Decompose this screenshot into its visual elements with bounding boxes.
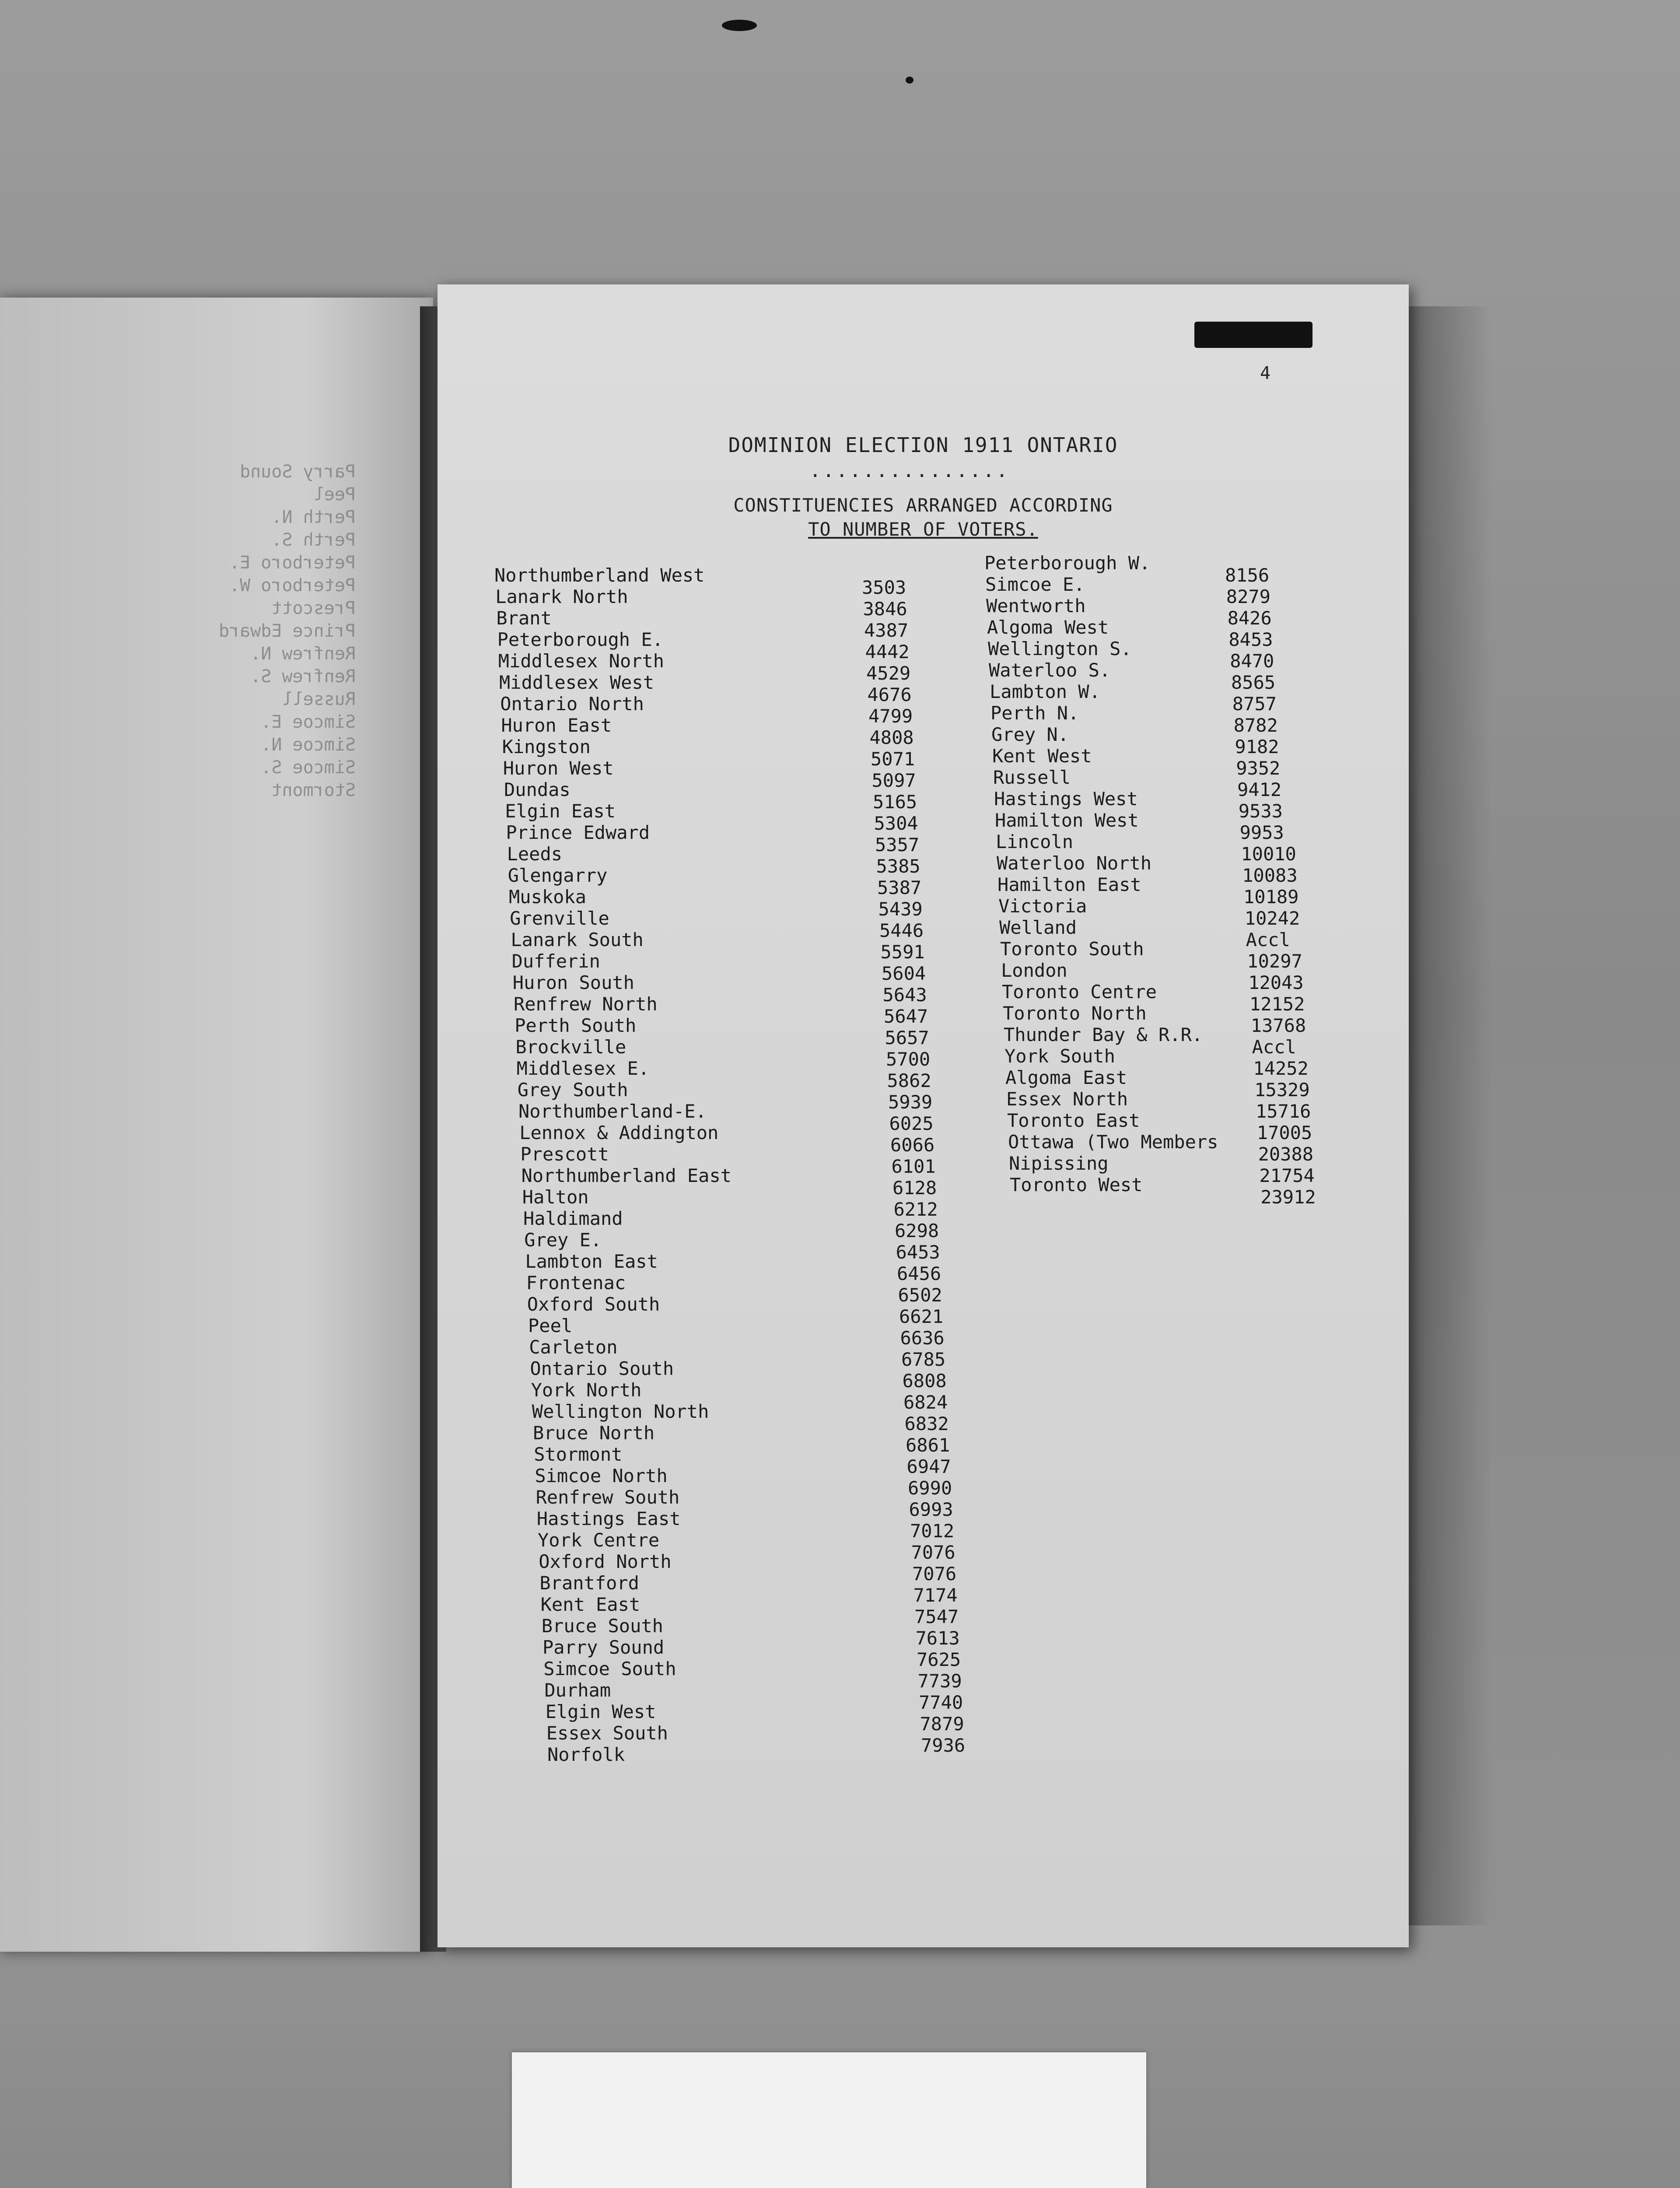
voter-count: 5647	[884, 1006, 928, 1027]
constituency-name: Brockville	[515, 1036, 626, 1058]
dust-speck	[906, 77, 914, 84]
voter-count: 9412	[1237, 779, 1282, 800]
voter-count: 10010	[1241, 843, 1296, 865]
redacted-stamp	[1194, 322, 1312, 348]
voter-count: 4808	[869, 727, 914, 748]
voter-count: 5657	[885, 1027, 929, 1048]
voter-count: 7936	[921, 1735, 966, 1756]
voter-count: 6808	[902, 1370, 947, 1392]
voter-count: 5071	[871, 748, 915, 770]
voter-count: 6824	[903, 1392, 948, 1413]
voter-count: 7076	[912, 1563, 957, 1585]
constituency-name: Kent West	[992, 745, 1092, 767]
constituency-name: Northumberland-E.	[518, 1101, 707, 1122]
voter-count: 6456	[897, 1263, 942, 1284]
archive-label-card	[512, 2052, 1146, 2188]
voter-count: 4799	[868, 705, 913, 727]
constituency-name: Essex North	[1006, 1088, 1128, 1110]
constituency-name: Bruce North	[533, 1422, 655, 1444]
voter-count: 5439	[878, 898, 923, 920]
constituency-name: Simcoe E.	[985, 574, 1085, 595]
constituency-name: Frontenac	[526, 1272, 626, 1294]
voter-count: 10083	[1242, 865, 1298, 886]
constituency-name: Dufferin	[511, 950, 600, 972]
constituency-name: Durham	[544, 1680, 611, 1701]
voter-count: 7739	[917, 1670, 962, 1692]
constituency-name: Leeds	[507, 843, 563, 865]
voter-count: 8757	[1232, 693, 1277, 715]
constituency-name: Haldimand	[523, 1208, 623, 1229]
subtitle-line-1: CONSTITUENCIES ARRANGED ACCORDING	[733, 494, 1113, 516]
title-dots: ...............	[809, 459, 1010, 482]
page-number: 4	[1260, 363, 1271, 383]
constituency-name: Renfrew North	[514, 993, 658, 1015]
constituency-name: Wellington S.	[988, 638, 1132, 659]
voter-count: Accl	[1252, 1036, 1296, 1058]
constituency-name: Toronto North	[1003, 1003, 1147, 1024]
voter-count: 12043	[1248, 972, 1304, 993]
constituency-name: Lambton East	[525, 1251, 658, 1272]
constituency-name: Simcoe North	[535, 1465, 668, 1487]
constituency-name: Kingston	[502, 736, 591, 757]
constituency-name: Lanark South	[511, 929, 644, 950]
bleed-through-text: Parry Sound Peel Perth N. Perth S. Peterboro E. Peterboro W. Prescott Prince Edward Renfrew N. Renfrew S. Russell Simcoe E. Simcoe N. Simcoe S. Stormont	[219, 462, 356, 800]
voter-count: 7740	[919, 1692, 963, 1713]
voter-count: 10189	[1243, 886, 1299, 908]
document-title: DOMINION ELECTION 1911 ONTARIO	[728, 433, 1118, 457]
constituency-name: Oxford North	[539, 1551, 672, 1572]
voter-count: 5165	[873, 791, 917, 813]
voter-count: 6101	[891, 1156, 936, 1177]
voter-count: 5387	[877, 877, 922, 898]
voter-count: 6636	[900, 1327, 945, 1349]
voter-count: Accl	[1246, 929, 1290, 950]
constituency-name: Toronto West	[1010, 1174, 1143, 1196]
constituency-name: Lambton W.	[990, 681, 1100, 702]
constituency-name: Thunder Bay & R.R.	[1004, 1024, 1203, 1045]
constituency-name: Huron South	[512, 972, 634, 993]
voter-count: 5304	[874, 813, 918, 834]
constituency-name: Russell	[993, 767, 1071, 788]
voter-count: 10297	[1247, 950, 1302, 972]
constituency-name: Hamilton East	[998, 874, 1141, 895]
constituency-name: York North	[531, 1379, 642, 1401]
voter-count: 13768	[1250, 1015, 1306, 1036]
voter-count: 8156	[1225, 565, 1270, 586]
voter-count: 8453	[1228, 629, 1273, 650]
constituency-name: Waterloo North	[997, 852, 1152, 874]
voter-count: 4676	[867, 684, 912, 705]
voter-count: 8782	[1233, 715, 1278, 736]
voter-count: 6453	[896, 1241, 940, 1263]
constituency-name: Oxford South	[527, 1294, 660, 1315]
constituency-name: Elgin East	[505, 800, 616, 822]
voter-count: 9352	[1236, 757, 1281, 779]
voter-count: 8470	[1230, 650, 1274, 672]
voter-count: 6128	[892, 1177, 937, 1199]
constituency-name: Grenville	[510, 908, 609, 929]
voter-count: 12152	[1250, 993, 1305, 1015]
voter-count: 20388	[1258, 1143, 1314, 1165]
constituency-name: Brantford	[539, 1572, 639, 1594]
constituency-name: Wentworth	[986, 595, 1086, 617]
voter-count: 6298	[895, 1220, 939, 1241]
voter-count: 5700	[886, 1048, 931, 1070]
voter-count: 8426	[1227, 607, 1272, 629]
dust-speck	[722, 20, 757, 31]
constituency-name: Northumberland East	[521, 1165, 732, 1186]
subtitle-line-2: TO NUMBER OF VOTERS.	[808, 519, 1038, 540]
voter-count: 6025	[889, 1113, 934, 1134]
constituency-name: Dundas	[504, 779, 570, 800]
constituency-name: Ontario South	[530, 1358, 674, 1379]
constituency-name: Renfrew South	[536, 1487, 680, 1508]
constituency-name: York South	[1004, 1045, 1115, 1067]
constituency-name: Simcoe South	[543, 1658, 676, 1680]
constituency-name: Prince Edward	[506, 822, 650, 843]
constituency-name: Algoma West	[987, 617, 1109, 638]
constituency-name: Grey E.	[524, 1229, 602, 1251]
voter-count: 8279	[1226, 586, 1270, 607]
constituency-name: Stormont	[534, 1444, 623, 1465]
voter-count: 5643	[882, 984, 927, 1006]
constituency-name: Perth N.	[990, 702, 1079, 724]
constituency-name: Ottawa (Two Members	[1008, 1131, 1218, 1153]
voter-count: 7174	[913, 1585, 958, 1606]
constituency-name: Parry Sound	[542, 1637, 665, 1658]
voter-count: 7613	[915, 1627, 960, 1649]
voter-count: 8565	[1231, 672, 1276, 693]
voter-count: 6785	[901, 1349, 946, 1370]
voter-count: 5446	[879, 920, 924, 941]
constituency-name: Northumberland West	[494, 565, 705, 586]
constituency-name: Hamilton West	[995, 810, 1139, 831]
constituency-name: Grey N.	[991, 724, 1069, 745]
constituency-name: Lincoln	[996, 831, 1074, 852]
voter-count: 7547	[914, 1606, 959, 1627]
voter-count: 7879	[920, 1713, 964, 1735]
constituency-name: Toronto South	[1000, 938, 1144, 960]
voter-count: 6947	[906, 1456, 951, 1477]
voter-count: 17005	[1256, 1122, 1312, 1143]
voter-count: 4529	[866, 663, 911, 684]
constituency-name: Peterborough E.	[497, 629, 663, 650]
constituency-name: Brant	[496, 607, 552, 629]
voter-count: 5097	[872, 770, 916, 791]
constituency-name: Middlesex West	[499, 672, 654, 693]
constituency-name: Welland	[999, 917, 1077, 938]
voter-count: 21754	[1259, 1165, 1315, 1186]
constituency-name: Lennox & Addington	[519, 1122, 719, 1143]
constituency-name: York Centre	[538, 1529, 660, 1551]
left-page	[0, 298, 433, 1952]
voter-count: 6502	[898, 1284, 942, 1306]
constituency-name: Prescott	[520, 1143, 609, 1165]
voter-count: 3846	[863, 598, 907, 620]
voter-count: 4442	[865, 641, 910, 663]
voter-count: 6066	[890, 1134, 935, 1156]
voter-count: 5385	[876, 856, 920, 877]
voter-count: 6990	[908, 1477, 952, 1499]
constituency-name: Lanark North	[495, 586, 628, 607]
constituency-name: Glengarry	[508, 865, 608, 886]
voter-count: 6993	[909, 1499, 953, 1520]
constituency-name: Muskoka	[509, 886, 587, 908]
voter-count: 9182	[1235, 736, 1279, 757]
constituency-name: Nipissing	[1009, 1153, 1109, 1174]
voter-count: 5604	[882, 963, 926, 984]
constituency-name: Kent East	[540, 1594, 640, 1615]
constituency-name: Grey South	[517, 1079, 628, 1101]
voter-count: 6861	[906, 1434, 950, 1456]
voter-count: 5939	[888, 1091, 933, 1113]
voter-count: 5591	[880, 941, 925, 963]
constituency-name: Carleton	[529, 1336, 618, 1358]
constituency-name: Huron East	[501, 715, 612, 736]
constituency-name: Hastings East	[536, 1508, 681, 1529]
constituency-name: London	[1001, 960, 1068, 981]
constituency-name: Norfolk	[547, 1744, 625, 1765]
voter-count: 4387	[864, 620, 909, 641]
constituency-name: Bruce South	[541, 1615, 663, 1637]
voter-count: 7625	[917, 1649, 961, 1670]
voter-count: 15329	[1254, 1079, 1310, 1101]
constituency-name: Hastings West	[994, 788, 1138, 810]
voter-count: 10242	[1244, 908, 1300, 929]
constituency-name: Algoma East	[1005, 1067, 1127, 1088]
constituency-name: Elgin West	[545, 1701, 656, 1722]
constituency-name: Halton	[522, 1186, 589, 1208]
constituency-name: Peterborough W.	[984, 552, 1151, 574]
constituency-name: Perth South	[514, 1015, 637, 1036]
constituency-name: Victoria	[998, 895, 1087, 917]
voter-count: 6212	[893, 1199, 938, 1220]
voter-count: 5357	[875, 834, 920, 856]
voter-count: 7012	[910, 1520, 955, 1542]
voter-count: 9953	[1239, 822, 1284, 843]
voter-count: 3503	[862, 577, 906, 598]
constituency-name: Ontario North	[500, 693, 644, 715]
voter-count: 9533	[1238, 800, 1283, 822]
constituency-name: Peel	[528, 1315, 573, 1336]
constituency-name: Wellington North	[532, 1401, 709, 1422]
constituency-name: Waterloo S.	[989, 659, 1111, 681]
voter-count: 6832	[904, 1413, 949, 1434]
constituency-name: Toronto Centre	[1002, 981, 1157, 1003]
voter-count: 6621	[899, 1306, 944, 1327]
constituency-name: Huron West	[503, 757, 614, 779]
voter-count: 23912	[1260, 1186, 1316, 1208]
voter-count: 14252	[1253, 1058, 1309, 1079]
constituency-name: Middlesex E.	[516, 1058, 650, 1079]
voter-count: 7076	[911, 1542, 956, 1563]
constituency-name: Toronto East	[1007, 1110, 1140, 1131]
constituency-name: Essex South	[546, 1722, 668, 1744]
voter-count: 15716	[1256, 1101, 1311, 1122]
voter-count: 5862	[887, 1070, 931, 1091]
constituency-name: Middlesex North	[498, 650, 665, 672]
